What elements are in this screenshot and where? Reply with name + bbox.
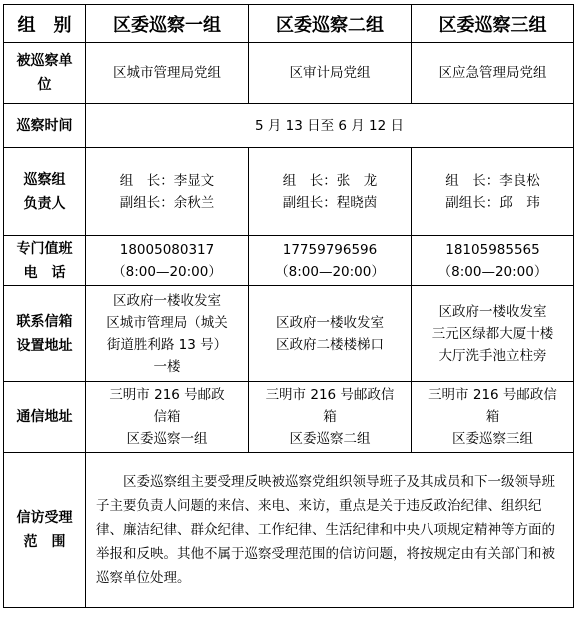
mail-address-group-3: 三明市 216 号邮政信 箱 区委巡察三组 (412, 382, 574, 453)
leaders-group-1: 组 长：李显文 副组长：余秋兰 (86, 148, 249, 236)
mail-address-group-2: 三明市 216 号邮政信 箱 区委巡察二组 (249, 382, 412, 453)
mail-address-row (4, 382, 574, 453)
unit-label: 被巡察单 位 (4, 43, 86, 104)
scope-row (4, 453, 574, 608)
time-value: 5 月 13 日至 6 月 12 日 (86, 104, 574, 148)
unit-group-2: 区审计局党组 (249, 43, 412, 104)
group-label-header: 组 别 (4, 5, 86, 43)
mailbox-group-1: 区政府一楼收发室 区城市管理局（城关 街道胜利路 13 号） 一楼 (86, 286, 249, 382)
mail-address-label: 通信地址 (4, 382, 86, 453)
group-2-header: 区委巡察二组 (249, 5, 412, 43)
inspection-info-table (3, 4, 574, 608)
mailbox-group-3: 区政府一楼收发室 三元区绿都大厦十楼 大厅洗手池立柱旁 (412, 286, 574, 382)
leaders-row (4, 148, 574, 236)
group-3-header: 区委巡察三组 (412, 5, 574, 43)
leaders-label: 巡察组 负责人 (4, 148, 86, 236)
unit-row (4, 43, 574, 104)
time-row (4, 104, 574, 148)
hotline-row (4, 236, 574, 286)
mailbox-group-2: 区政府一楼收发室 区政府二楼楼梯口 (249, 286, 412, 382)
mail-address-group-1: 三明市 216 号邮政 信箱 区委巡察一组 (86, 382, 249, 453)
scope-label: 信访受理 范 围 (4, 453, 86, 608)
mailbox-label: 联系信箱 设置地址 (4, 286, 86, 382)
leaders-group-2: 组 长：张 龙 副组长：程晓茵 (249, 148, 412, 236)
unit-group-3: 区应急管理局党组 (412, 43, 574, 104)
scope-text: 区委巡察组主要受理反映被巡察党组织领导班子及其成员和下一级领导班子主要负责人问题的来信、来电、来访，重点是关于违反政治纪律、组织纪律、廉洁纪律、群众纪律、工作纪律、生活纪律和中央八项规定精神等方面的举报和反映。其他不属于巡察受理范围的信访问题，将按规定由有关部门和被巡察单位处理。 (86, 453, 574, 608)
mailbox-row (4, 286, 574, 382)
hotline-group-1: 18005080317 （8:00—20:00） (86, 236, 249, 286)
group-1-header: 区委巡察一组 (86, 5, 249, 43)
hotline-group-2: 17759796596 （8:00—20:00） (249, 236, 412, 286)
hotline-group-3: 18105985565 （8:00—20:00） (412, 236, 574, 286)
hotline-label: 专门值班 电 话 (4, 236, 86, 286)
unit-group-1: 区城市管理局党组 (86, 43, 249, 104)
time-label: 巡察时间 (4, 104, 86, 148)
leaders-group-3: 组 长：李良松 副组长：邱 玮 (412, 148, 574, 236)
header-row (4, 5, 574, 43)
